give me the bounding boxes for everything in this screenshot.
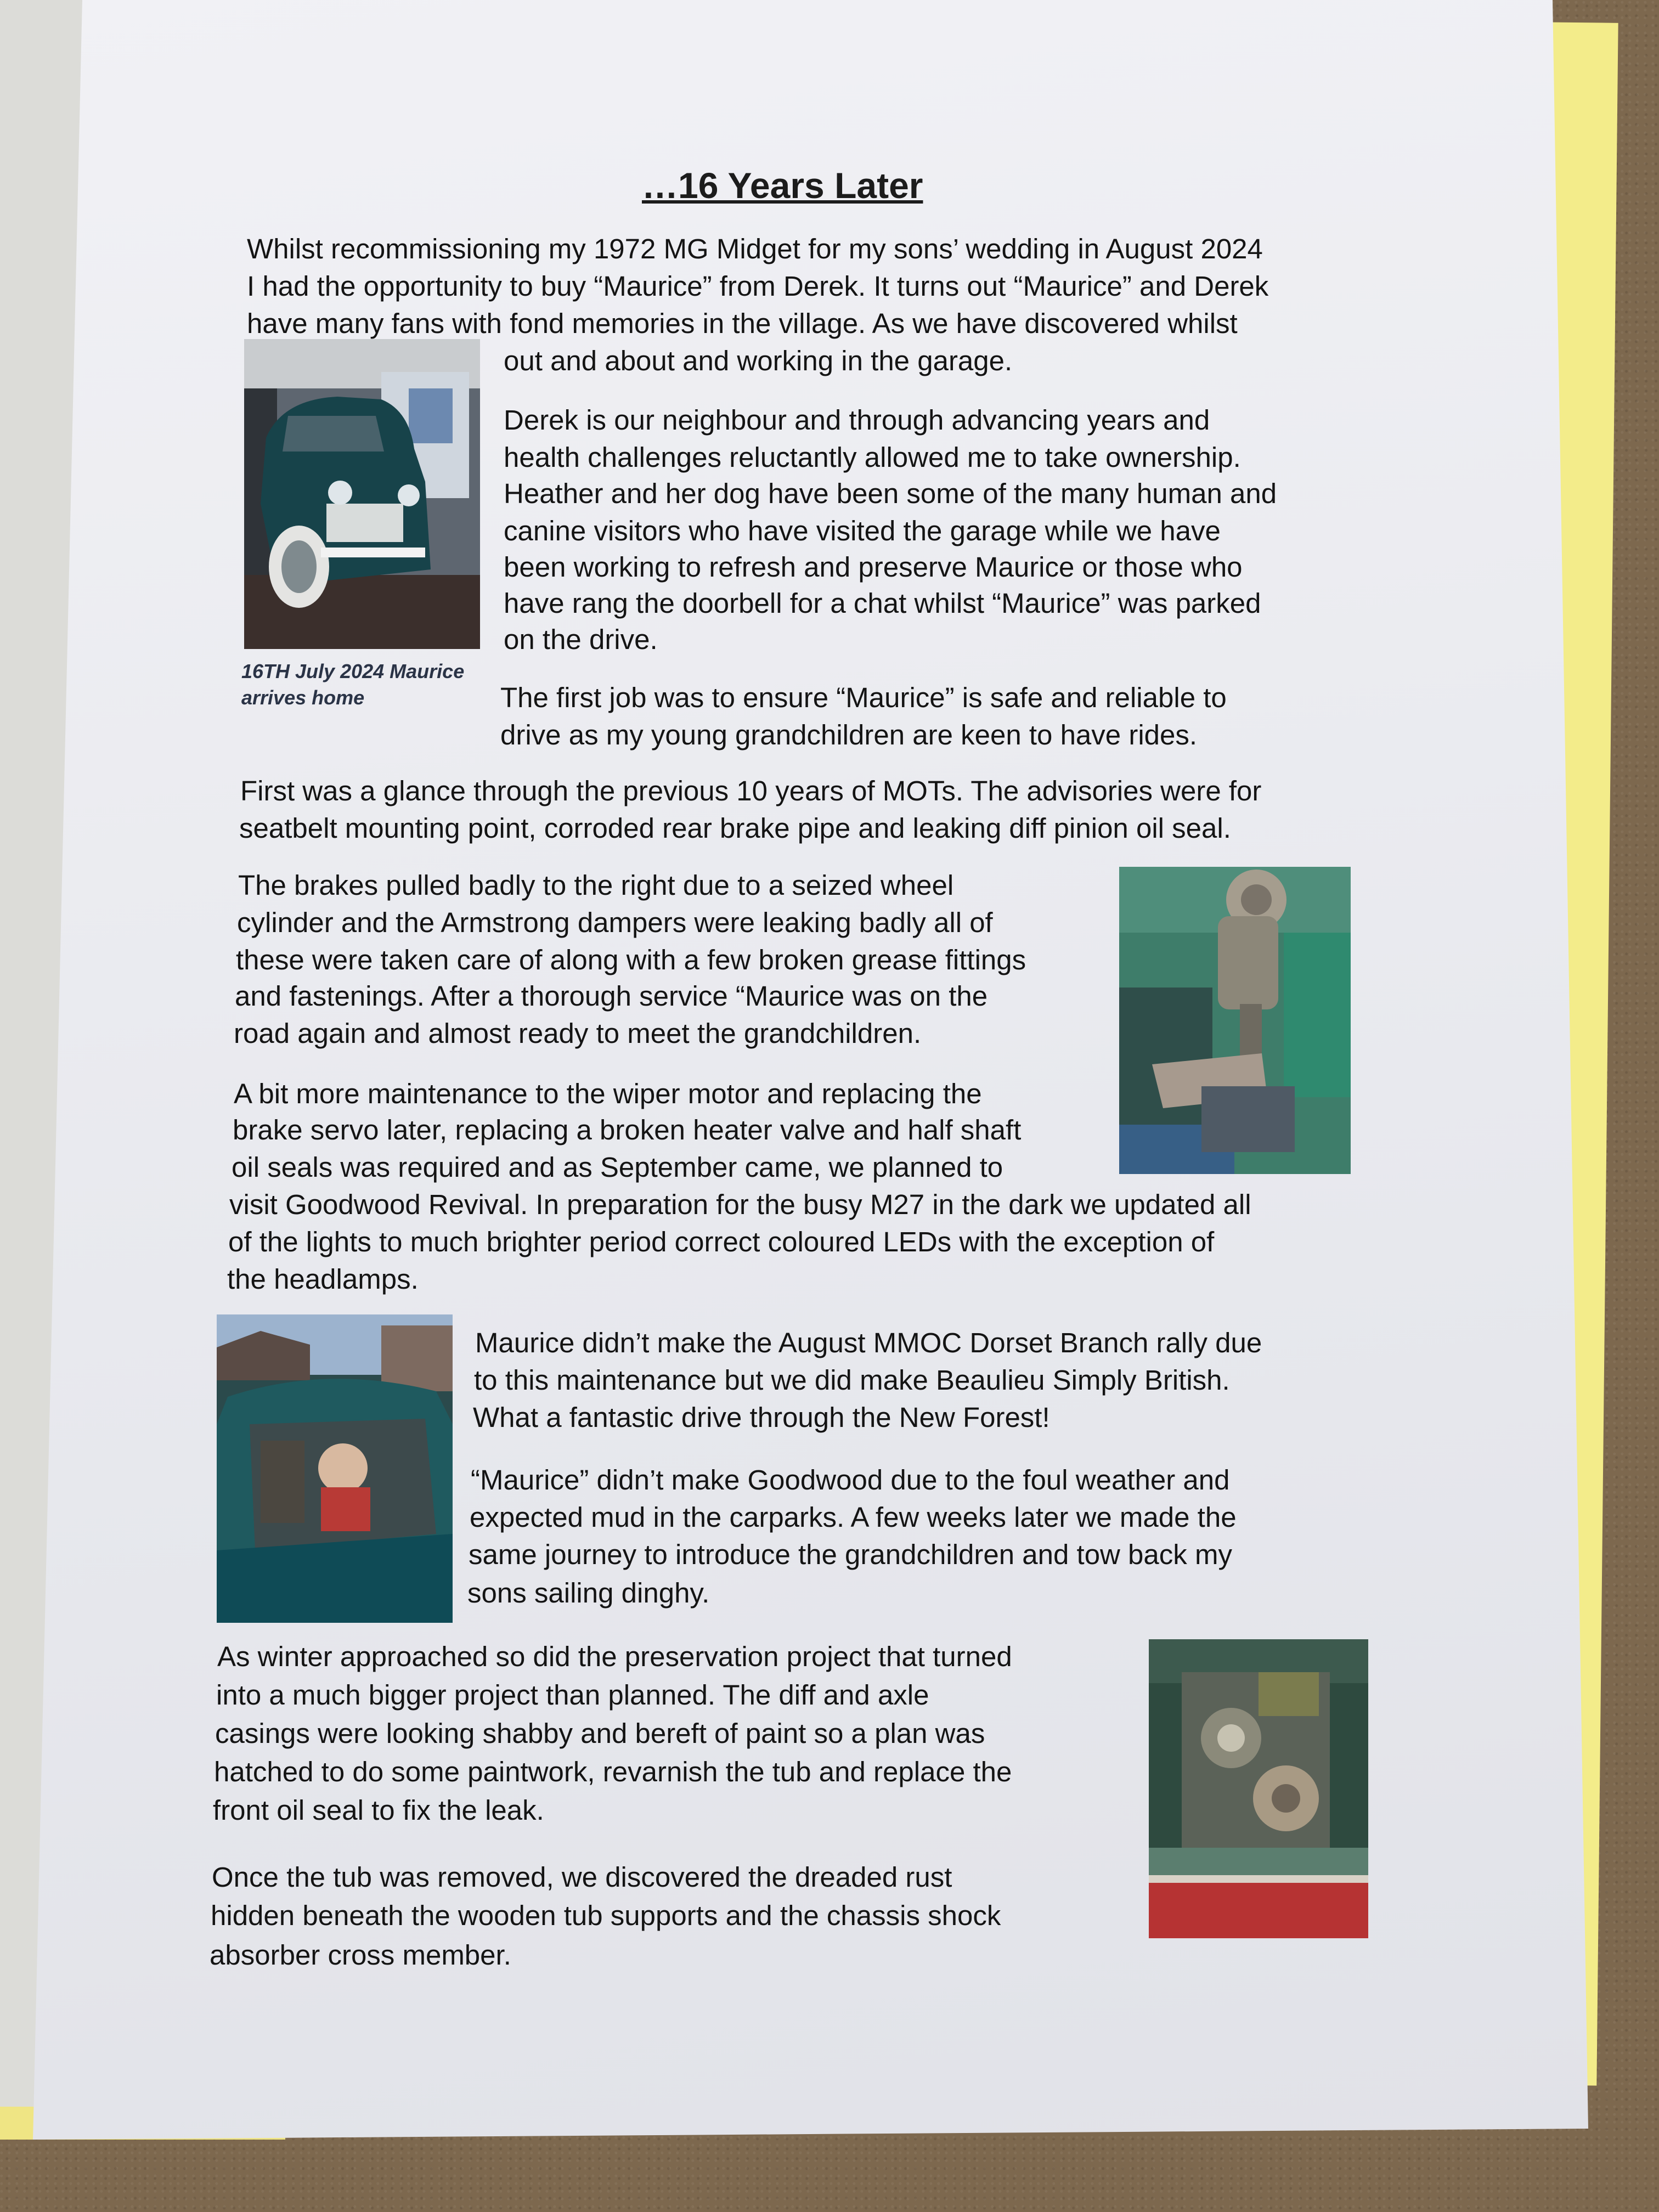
paragraph-line: been working to refresh and preserve Maurice or those who — [504, 551, 1243, 583]
caption-line: 16TH July 2024 Maurice — [241, 660, 465, 682]
paragraph-line: sons sailing dinghy. — [467, 1577, 710, 1609]
child-in-car-photo — [217, 1314, 453, 1623]
caption-line: arrives home — [241, 686, 365, 709]
photo-caption — [241, 658, 464, 711]
damper-photo — [1119, 867, 1351, 1174]
paragraph-line: the headlamps. — [227, 1263, 419, 1295]
paragraph-line: drive as my young grandchildren are keen to have rides. — [500, 719, 1198, 751]
paragraph-line: brake servo later, replacing a broken heater valve and half shaft — [233, 1114, 1022, 1146]
paragraph-line: of the lights to much brighter period correct coloured LEDs with the exception of — [228, 1226, 1215, 1257]
engine-photo — [1149, 1639, 1368, 1938]
paragraph-line: Once the tub was removed, we discovered the dreaded rust — [212, 1861, 952, 1893]
paragraph-line: As winter approached so did the preservation project that turned — [217, 1641, 1012, 1672]
paragraph-line: and fastenings. After a thorough service “Maurice was on the — [235, 980, 988, 1012]
paragraph-line: canine visitors who have visited the garage while we have — [504, 515, 1221, 546]
paragraph-line: What a fantastic drive through the New Forest! — [473, 1402, 1050, 1433]
paragraph-line: hatched to do some paintwork, revarnish the tub and replace the — [214, 1756, 1012, 1787]
paragraph-line: Derek is our neighbour and through advancing years and — [504, 404, 1210, 436]
paragraph-line: road again and almost ready to meet the grandchildren. — [234, 1018, 922, 1049]
paragraph-line: front oil seal to fix the leak. — [213, 1795, 544, 1826]
paragraph-line: First was a glance through the previous 10 years of MOTs. The advisories were for — [240, 775, 1262, 806]
paragraph-line: absorber cross member. — [210, 1939, 511, 1971]
paragraph-line: to this maintenance but we did make Beaulieu Simply British. — [474, 1364, 1230, 1396]
paragraph-line: “Maurice” didn’t make Goodwood due to the foul weather and — [471, 1464, 1230, 1496]
paragraph-line: these were taken care of along with a few broken grease fittings — [236, 944, 1026, 975]
paragraph-line: expected mud in the carparks. A few weeks later we made the — [470, 1502, 1237, 1533]
paragraph-line: oil seals was required and as September came, we planned to — [232, 1152, 1003, 1183]
paragraph-line: into a much bigger project than planned. The diff and axle — [216, 1679, 929, 1711]
paragraph-line: health challenges reluctantly allowed me to take ownership. — [504, 442, 1241, 473]
paragraph-line: visit Goodwood Revival. In preparation for the busy M27 in the dark we updated all — [229, 1189, 1251, 1220]
paragraph-line: casings were looking shabby and bereft of paint so a plan was — [215, 1718, 985, 1749]
paragraph-line: hidden beneath the wooden tub supports and the chassis shock — [211, 1900, 1001, 1931]
document-title: …16 Years Later — [642, 165, 923, 206]
intro-line: I had the opportunity to buy “Maurice” from Derek. It turns out “Maurice” and Derek — [247, 270, 1269, 302]
paragraph-line: same journey to introduce the grandchildren and tow back my — [469, 1539, 1232, 1570]
paragraph-line: have rang the doorbell for a chat whilst “Maurice” was parked — [504, 588, 1261, 619]
paragraph-line: Heather and her dog have been some of the many human and — [504, 478, 1277, 509]
intro-line: have many fans with fond memories in the village. As we have discovered whilst — [247, 308, 1238, 339]
paragraph-line: A bit more maintenance to the wiper motor and replacing the — [234, 1078, 982, 1109]
paragraph-line: The brakes pulled badly to the right due to a seized wheel — [238, 870, 954, 901]
paragraph-line: cylinder and the Armstrong dampers were leaking badly all of — [237, 907, 993, 938]
intro-line: Whilst recommissioning my 1972 MG Midget for my sons’ wedding in August 2024 — [247, 233, 1263, 264]
paragraph-line: The first job was to ensure “Maurice” is safe and reliable to — [500, 682, 1227, 713]
intro-line: out and about and working in the garage. — [504, 345, 1013, 376]
paragraph-line: seatbelt mounting point, corroded rear brake pipe and leaking diff pinion oil seal. — [239, 812, 1231, 844]
car-in-garage-photo — [244, 339, 480, 649]
paragraph-line: Maurice didn’t make the August MMOC Dorset Branch rally due — [475, 1327, 1262, 1358]
paragraph-line: on the drive. — [504, 624, 658, 655]
